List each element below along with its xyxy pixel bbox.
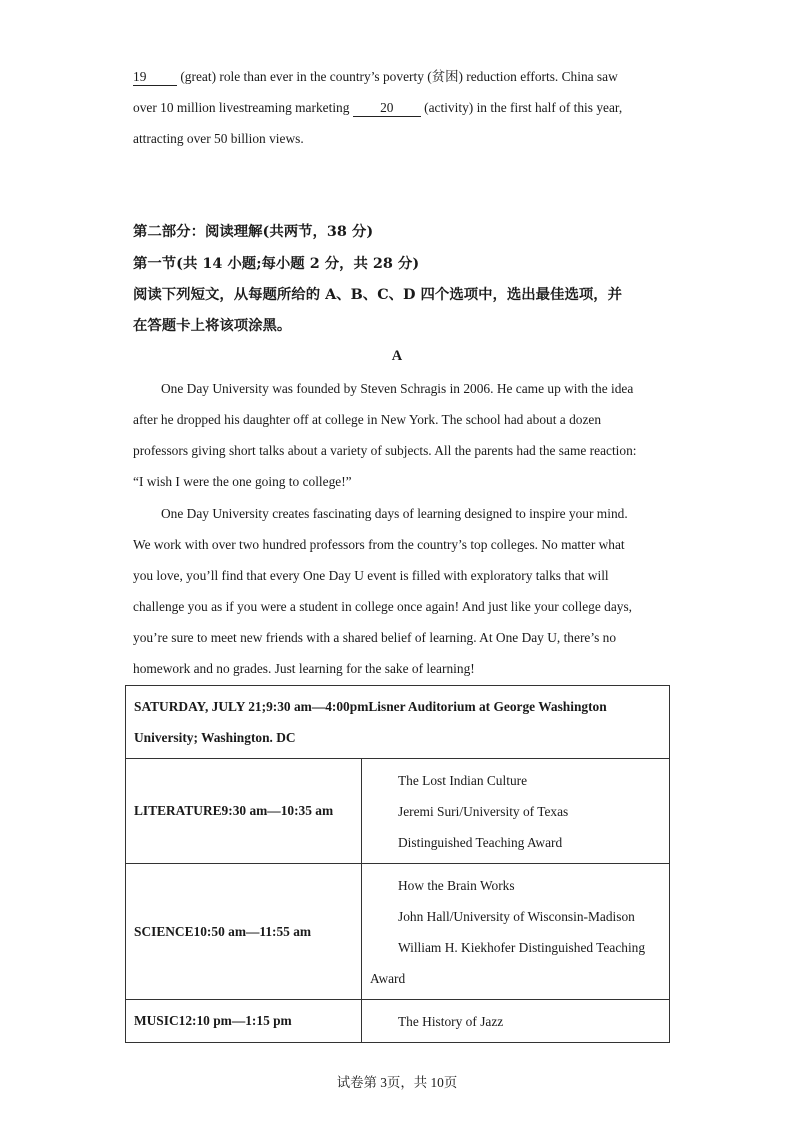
p2-line: you love, you’ll find that every One Day U event is filled with exploratory talks that will	[133, 568, 609, 583]
detail-line: William H. Kiekhofer Distinguished Teaching	[398, 939, 646, 955]
detail-line: John Hall/University of Wisconsin-Madison	[398, 908, 635, 924]
passage-label: A	[391, 348, 403, 364]
p2-line: We work with over two hundred professors from the country’s top colleges. No matter what	[133, 537, 625, 552]
session-detail	[362, 1000, 670, 1043]
p1-line: One Day University was founded by Steven Schragis in 2006. He came up with the idea	[161, 381, 634, 396]
cloze-text-1: (great) role than ever in the country’s poverty (贫困) reduction efforts. China saw	[177, 69, 618, 84]
p1-line: after he dropped his daughter off at college in New York. The school had about a dozen	[133, 412, 602, 427]
page-footer: 试卷第 3页，共 10页	[336, 1075, 458, 1090]
p2-line: challenge you as if you were a student in college once again! And just like your college days,	[133, 599, 633, 614]
session-detail	[362, 864, 670, 1000]
cloze-line-1	[133, 67, 618, 87]
p2-line: you’re sure to meet new friends with a shared belief of learning. At One Day U, there’s no	[133, 630, 617, 645]
session-music: MUSIC12:10 pm—1:15 pm	[126, 1000, 362, 1043]
table-header-cell	[126, 686, 670, 759]
table-row	[126, 759, 670, 864]
detail-line: Award	[370, 970, 406, 986]
table-row	[126, 1000, 670, 1043]
session-detail	[362, 759, 670, 864]
cloze-line-3: attracting over 50 billion views.	[133, 131, 304, 146]
session-science: SCIENCE10:50 am—11:55 am	[126, 864, 362, 1000]
p2-line: homework and no grades. Just learning for the sake of learning!	[133, 661, 475, 676]
cloze-line-2	[133, 98, 622, 118]
cloze-text-2a: over 10 million livestreaming marketing	[133, 100, 353, 115]
instruction-line-1: 阅读下列短文，从每题所给的 A、B、C、D 四个选项中，选出最佳选项，并	[133, 286, 623, 303]
header-line-2: University; Washington. DC	[134, 730, 296, 745]
session-literature: LITERATURE9:30 am—10:35 am	[126, 759, 362, 864]
p2-line: One Day University creates fascinating days of learning designed to inspire your mind.	[161, 506, 628, 521]
header-line-1: SATURDAY, JULY 21;9:30 am—4:00pmLisner Auditorium at George Washington	[134, 699, 607, 714]
detail-line: The History of Jazz	[398, 1013, 504, 1029]
section-subtitle: 第一节(共 14 小题;每小题 2 分，共 28 分)	[133, 255, 420, 272]
p1-line: “I wish I were the one going to college!”	[133, 474, 352, 489]
table-header-row	[126, 686, 670, 759]
blank-20: 20	[353, 100, 421, 117]
schedule-table	[125, 685, 670, 1043]
cloze-text-2b: (activity) in the first half of this year,	[420, 100, 623, 115]
table-row	[126, 864, 670, 1000]
instruction-line-2: 在答题卡上将该项涂黑。	[133, 317, 292, 334]
detail-line: How the Brain Works	[398, 877, 515, 893]
detail-line: The Lost Indian Culture	[398, 772, 528, 788]
part-title: 第二部分：阅读理解(共两节，38 分)	[133, 223, 374, 240]
detail-line: Jeremi Suri/University of Texas	[398, 803, 569, 819]
detail-line: Distinguished Teaching Award	[398, 834, 563, 850]
p1-line: professors giving short talks about a variety of subjects. All the parents had the same reaction:	[133, 443, 637, 458]
blank-19: 19	[133, 69, 177, 86]
